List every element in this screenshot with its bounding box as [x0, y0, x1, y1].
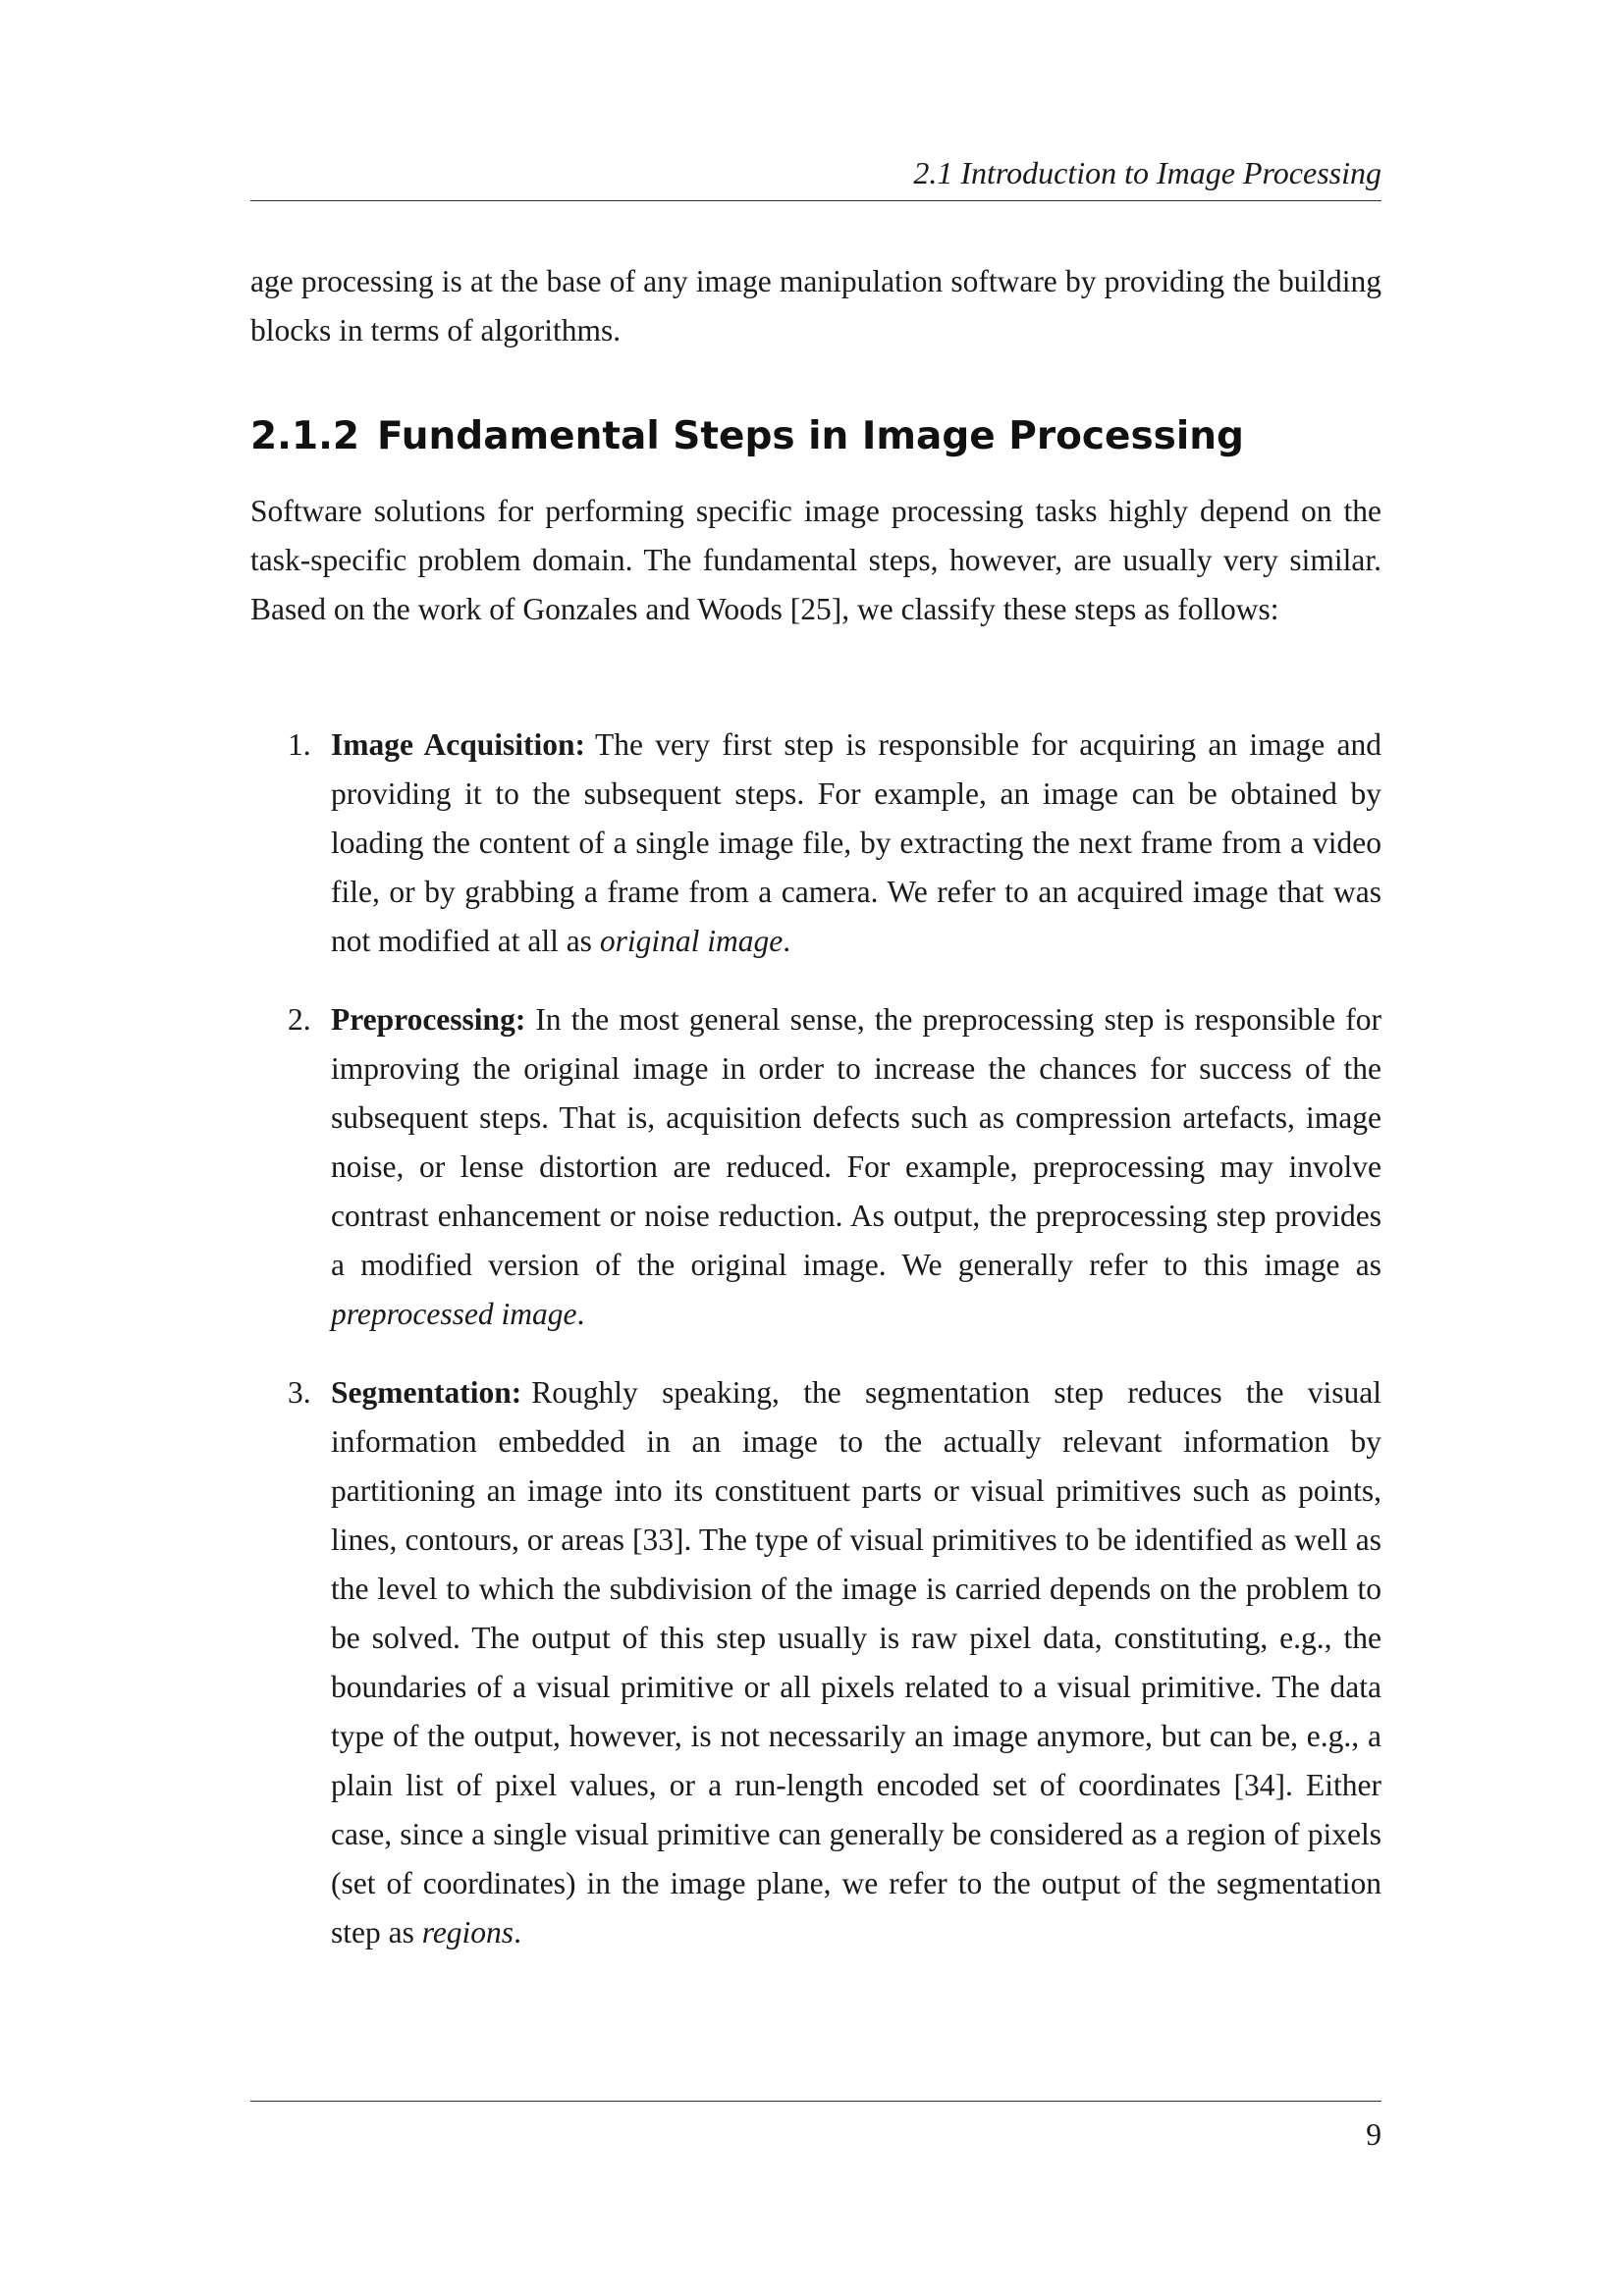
step-emphasis: preprocessed image — [331, 1297, 577, 1331]
step-title: Segmentation: — [331, 1375, 522, 1410]
section-title: Fundamental Steps in Image Processing — [377, 414, 1244, 458]
section-intro-paragraph: Software solutions for performing specific image processing tasks highly depend on the task-specific problem domain. The fundamental steps, however, are usually very similar. Based on the work of Gonzales and Woods [25], we classify these steps as follows: — [250, 494, 1381, 626]
step-title: Image Acquisition: — [331, 727, 585, 762]
step-title: Preprocessing: — [331, 1002, 526, 1037]
footer-rule — [250, 2101, 1381, 2102]
step-number: 2. — [288, 1002, 311, 1037]
section-heading — [250, 412, 1381, 461]
step-number: 3. — [288, 1375, 311, 1410]
intro-continuation-paragraph: age processing is at the base of any image manipulation software by providing the building blocks in terms of algorithms. — [250, 264, 1381, 347]
page-number: 9 — [1366, 2117, 1381, 2152]
step-text: In the most general sense, the preprocessing step is responsible for improving the original image in order to increase the chances for success of the subsequent steps. That is, acquisition defects such as compression artefacts, image noise, or lense distortion are reduced. For example, preprocessing may involve contrast enhancement or noise reduction. As output, the preprocessing step provides a modified version of the original image. We generally refer to this image as — [331, 1002, 1381, 1282]
document-page — [250, 0, 1381, 2296]
section-number: 2.1.2 — [250, 414, 360, 458]
steps-list — [250, 721, 1381, 1987]
step-number: 1. — [288, 727, 311, 762]
step-emphasis: original image — [599, 924, 784, 958]
step-text: Roughly speaking, the segmentation step reduces the visual information embedded in an image to the actually relevant information by partitioning an image into its constituent parts or visual primitives such as points, lines, contours, or areas [33]. The type of visual primitives to be identified as well as the level to which the subdivision of the image is carried depends on the problem to be solved. The output of this step usually is raw pixel data, constituting, e.g., the boundaries of a visual primitive or all pixels related to a visual primitive. The data type of the output, however, is not necessarily an image anymore, but can be, e.g., a plain list of pixel values, or a run-length encoded set of coordinates [34]. Either case, since a single visual primitive can generally be considered as a region of pixels (set of coordinates) in the image plane, we refer to the output of the segmentation step as — [331, 1375, 1381, 1949]
step-end: . — [576, 1297, 585, 1331]
list-item — [250, 995, 1381, 1339]
step-emphasis: regions — [421, 1915, 514, 1949]
step-text: The very first step is responsible for acquiring an image and providing it to the subsequent steps. For example, an image can be obtained by loading the content of a single image file, by extracting the next frame from a video file, or by grabbing a frame from a camera. We refer to an acquired image that was not modified at all as — [331, 727, 1381, 958]
list-item — [250, 721, 1381, 966]
step-end: . — [514, 1915, 521, 1949]
header-rule — [250, 200, 1381, 201]
step-end: . — [783, 924, 791, 958]
list-item — [250, 1368, 1381, 1957]
running-header: 2.1 Introduction to Image Processing — [913, 155, 1381, 190]
